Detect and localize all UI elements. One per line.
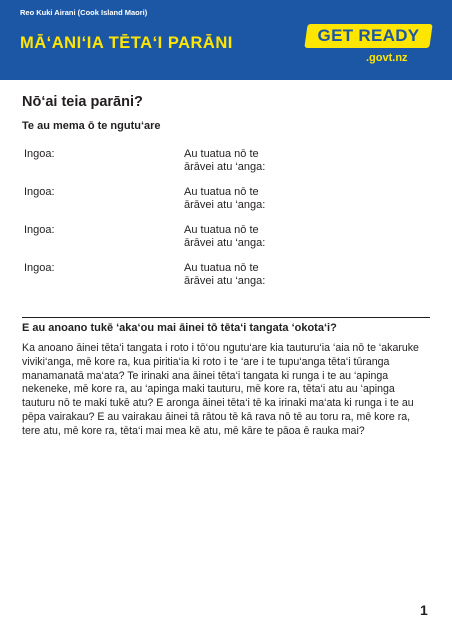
household-members-subheading: Te au mema ō te ngutu‘are bbox=[22, 120, 161, 132]
special-needs-paragraph: Ka anoano āinei tēta‘i tangata i roto i tō‘ou ngutu‘are kia tauturu‘ia ‘aia nō te ‘akaruke viviki‘anga, mē kore ra, kua piritia‘ia ki roto i te ‘are i te tupu‘anga tēta‘i tūranga manamanatā ma‘ata? Te irinaki ana āinei tēta‘i tangata ki runga i te au ‘apinga nekeneke, mē kore ra, au ‘apinga maki tauturu, mē kore ra, tēta‘i atu au ‘apinga tauturu nō te maki tukē atu? E aronga āinei tēta‘i tē ka irinaki ma‘ata ki runga i te au pēpa vairakau? E au vairakau āinei tā rātou tē kā rava nō tē au toru ra, mē kore ra, tere atu, mē kore ra, tēta‘i mai mea kē atu, mē kāre te pāoa ē rauka mai? bbox=[22, 342, 419, 437]
get-ready-logo bbox=[304, 24, 432, 48]
name-label: Ingoa: bbox=[24, 186, 55, 198]
logo-domain-text: .govt.nz bbox=[366, 52, 408, 64]
section-divider bbox=[22, 317, 430, 318]
name-label: Ingoa: bbox=[24, 224, 55, 236]
header-banner bbox=[0, 0, 452, 80]
contact-label: Au tuatua nō te ārāvei atu ‘anga: bbox=[184, 148, 266, 173]
contact-label: Au tuatua nō te ārāvei atu ‘anga: bbox=[184, 186, 266, 211]
name-label: Ingoa: bbox=[24, 148, 55, 160]
page-number: 1 bbox=[420, 602, 428, 618]
section-heading-special-needs: E au anoano tukē ‘aka‘ou mai āinei tō tēta‘i tangata ‘okota‘i? bbox=[22, 322, 337, 334]
name-label: Ingoa: bbox=[24, 262, 55, 274]
logo-main-text: GET READY bbox=[317, 26, 420, 45]
contact-label: Au tuatua nō te ārāvei atu ‘anga: bbox=[184, 262, 266, 287]
contact-label: Au tuatua nō te ārāvei atu ‘anga: bbox=[184, 224, 266, 249]
section-heading-whose-plan: Nō‘ai teia parāni? bbox=[22, 94, 143, 110]
language-label: Reo Kuki Airani (Cook Island Maori) bbox=[20, 8, 148, 17]
banner-title: MĀ‘ANI‘IA TĒTA‘I PARĀNI bbox=[20, 34, 233, 52]
